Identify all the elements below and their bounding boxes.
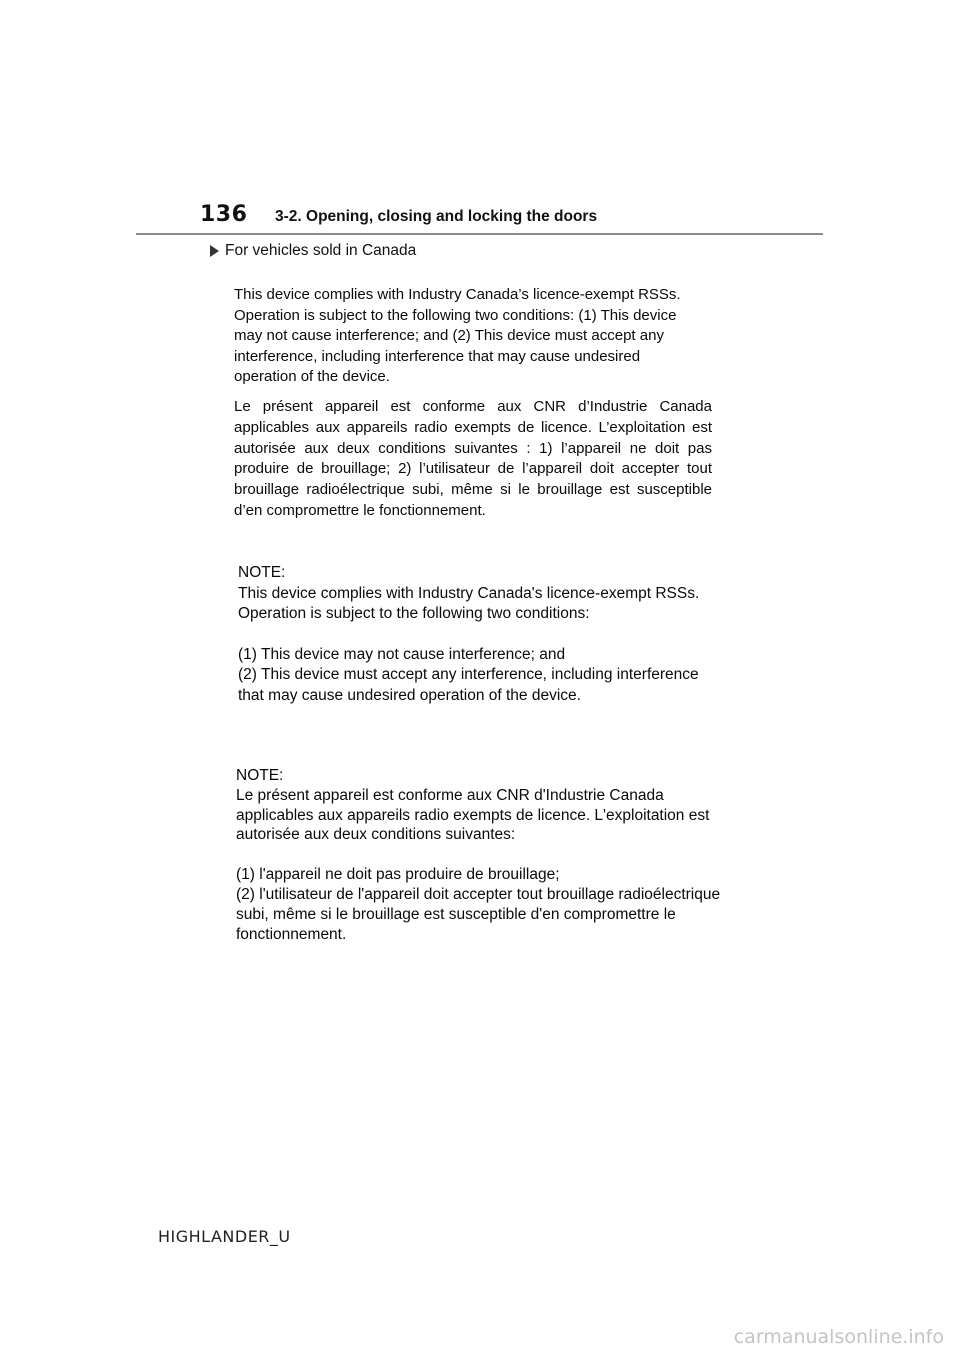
condition-line: (1) This device may not cause interference; and bbox=[238, 645, 566, 663]
text-line: Operation is subject to the following two conditions: (1) This device bbox=[234, 306, 677, 324]
text-line: autorisée aux deux conditions suivantes: bbox=[236, 826, 516, 844]
text-line: autorisée aux deux conditions suivantes : 1) l’appareil ne doit pas bbox=[234, 439, 712, 457]
spacer bbox=[236, 845, 720, 865]
footer-model-code: HIGHLANDER_U bbox=[158, 1227, 291, 1246]
text-line: operation of the device. bbox=[234, 368, 390, 385]
header-divider bbox=[136, 233, 823, 235]
note-heading: NOTE: bbox=[238, 564, 286, 581]
condition-line: subi, même si le brouillage est susceptible d'en compromettre le bbox=[236, 905, 676, 923]
condition-line: that may cause undesired operation of the device. bbox=[238, 686, 581, 704]
text-line: interference, including interference that may cause undesired bbox=[234, 347, 641, 365]
bullet-text: For vehicles sold in Canada bbox=[225, 242, 417, 259]
text-line: applicables aux appareils radio exempts de licence. L’exploitation est bbox=[234, 418, 712, 436]
page-number: 136 bbox=[200, 202, 248, 227]
text-line: produire de brouillage; 2) l’utilisateur de l’appareil doit accepter tout bbox=[234, 460, 712, 478]
french-label-text bbox=[234, 397, 712, 522]
condition-line: (2) l'utilisateur de l'appareil doit accepter tout brouillage radioélectrique bbox=[236, 885, 721, 903]
triangle-bullet-icon bbox=[210, 245, 219, 257]
condition-line: (2) This device must accept any interference, including interference bbox=[238, 666, 699, 683]
text-line: may not cause interference; and (2) This device must accept any bbox=[234, 327, 664, 344]
bullet-item bbox=[210, 242, 416, 260]
text-line: Le présent appareil est conforme aux CNR d’Industrie Canada bbox=[234, 398, 712, 415]
text-line: This device complies with Industry Canada’s licence-exempt RSSs. bbox=[234, 286, 681, 303]
english-label-text bbox=[234, 285, 681, 388]
spacer bbox=[238, 625, 699, 645]
text-line: This device complies with Industry Canada's licence-exempt RSSs. bbox=[238, 584, 700, 602]
text-line: applicables aux appareils radio exempts de licence. L'exploitation est bbox=[236, 806, 710, 824]
text-line: Operation is subject to the following two conditions: bbox=[238, 605, 590, 622]
english-note bbox=[238, 563, 699, 706]
note-heading: NOTE: bbox=[236, 767, 284, 784]
section-title: 3-2. Opening, closing and locking the doors bbox=[275, 208, 598, 225]
text-line: Le présent appareil est conforme aux CNR d'Industrie Canada bbox=[236, 786, 664, 804]
french-note bbox=[236, 766, 720, 944]
text-line: d’en compromettre le fonctionnement. bbox=[234, 501, 486, 519]
condition-line: (1) l'appareil ne doit pas produire de brouillage; bbox=[236, 866, 560, 884]
text-line: brouillage radioélectrique subi, même si le brouillage est susceptible bbox=[234, 481, 712, 499]
condition-line: fonctionnement. bbox=[236, 925, 347, 943]
watermark: carmanualsonline.info bbox=[733, 1326, 944, 1348]
